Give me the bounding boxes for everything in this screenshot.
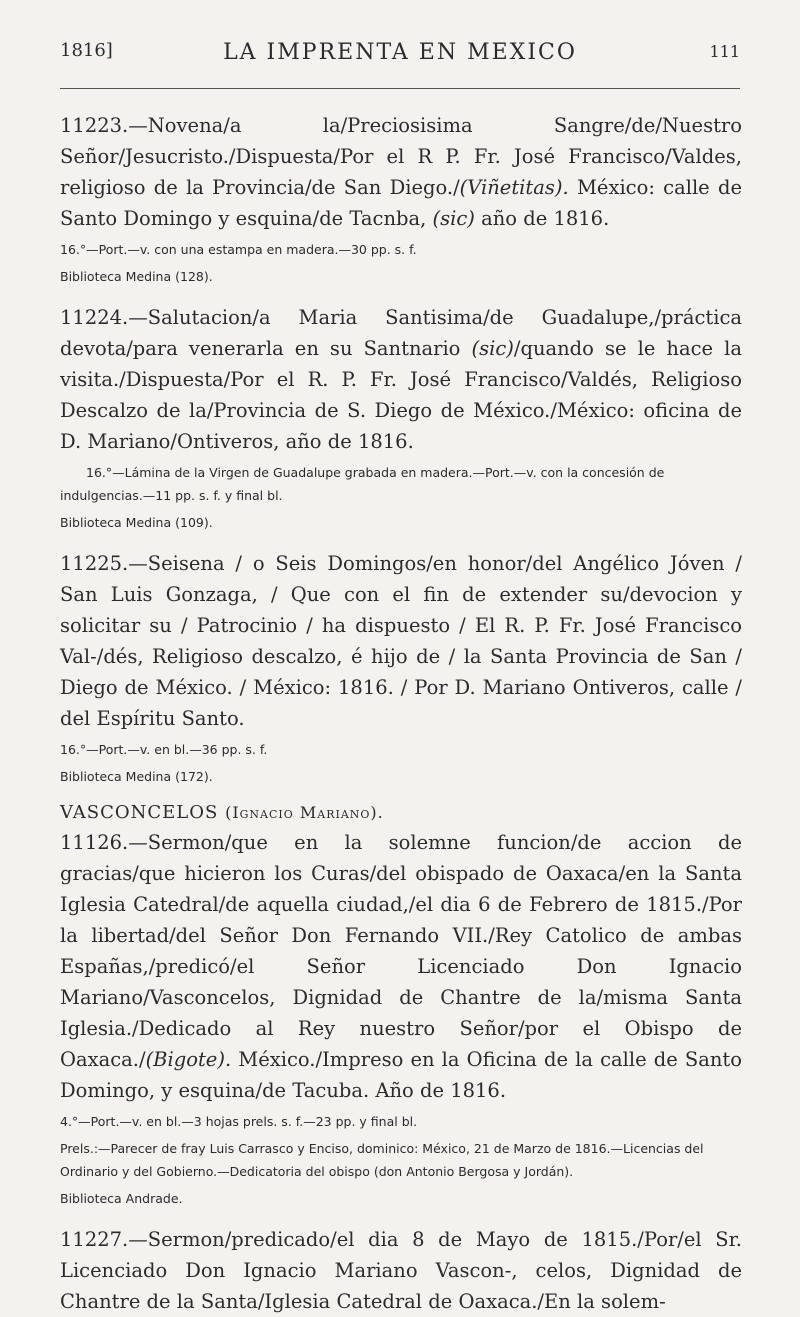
entry-note: 4.°—Port.—v. en bl.—3 hojas prels. s. f.—23 pp. y final bl. xyxy=(60,1114,418,1129)
entry-11225: 11225.—Seisena / o Seis Domingos/en honor/del Angélico Jóven / San Luis Gonzaga, / Que con el fin de extender su/devocion y solicitar su / Patrocinio / ha dispuesto / El R. P. Fr. José Francisco Val-/dés, Religioso descalzo, é hijo de / la Santa Provincia de San / Diego de México. / México: 1816. / Por D. Mariano Ontiveros, calle / del Espíritu Santo. xyxy=(60,552,742,730)
entry-ref: Biblioteca Andrade. xyxy=(60,1191,183,1206)
entry-11224: 11224.—Salutacion/a Maria Santisima/de Guadalupe,/práctica devota/para venerarla en su Santnario (sic)/quando se le hace la visita./Dispuesta/Por el R. P. Fr. José Francisco/Valdés, Religioso Descalzo de la/Provincia de S. Diego de México./México: oficina de D. Mariano/Ontiveros, año de 1816. xyxy=(60,306,742,453)
page-number: 111 xyxy=(709,42,740,61)
author-heading: VASCONCELOS (Ignacio Mariano). xyxy=(60,802,384,823)
page-header xyxy=(60,40,740,80)
entry-note: 16.°—Lámina de la Virgen de Guadalupe grabada en madera.—Port.—v. con la concesión de indulgencias.—11 pp. s. f. y final bl. xyxy=(60,465,665,503)
entry-ref: Biblioteca Medina (109). xyxy=(60,515,213,530)
running-year: 1816] xyxy=(60,40,113,61)
entry-11223: 11223.—Novena/a la/Preciosisima Sangre/de/Nuestro Señor/Jesucristo./Dispuesta/Por el R P. Fr. José Francisco/Valdes, religioso de la Provincia/de San Diego./(Viñetitas). México: calle de Santo Domingo y esquina/de Tacnba, (sic) año de 1816. xyxy=(60,114,742,230)
page-body xyxy=(60,110,742,1317)
header-rule xyxy=(60,88,740,89)
entry-ref: Biblioteca Medina (128). xyxy=(60,269,213,284)
entry-note: 16.°—Port.—v. en bl.—36 pp. s. f. xyxy=(60,742,268,757)
running-title: LA IMPRENTA EN MEXICO xyxy=(223,40,577,65)
entry-ref: Biblioteca Medina (172). xyxy=(60,769,213,784)
entry-11126: 11126.—Sermon/que en la solemne funcion/de accion de gracias/que hicieron los Curas/del obispado de Oaxaca/en la Santa Iglesia Catedral/de aquella ciudad,/el dia 6 de Febrero de 1815./Por la libertad/del Señor Don Fernando VII./Rey Catolico de ambas Españas,/predicó/el Señor Licenciado Don Ignacio Mariano/Vasconcelos, Dignidad de Chantre de la/misma Santa Iglesia./Dedicado al Rey nuestro Señor/por el Obispo de Oaxaca./(Bigote). México./Impreso en la Oficina de la calle de Santo Domingo, y esquina/de Tacuba. Año de 1816. xyxy=(60,831,742,1102)
entry-11227: 11227.—Sermon/predicado/el dia 8 de Mayo de 1815./Por/el Sr. Licenciado Don Ignacio Mariano Vascon-, celos, Dignidad de Chantre de la Santa/Iglesia Catedral de Oaxaca./En la solem- xyxy=(60,1228,742,1313)
entry-prels-note: Prels.:—Parecer de fray Luis Carrasco y Enciso, dominico: México, 21 de Marzo de 1816.—Licencias del Ordinario y del Gobierno.—Dedicatoria del obispo (don Antonio Bergosa y Jordán). xyxy=(60,1141,704,1179)
entry-note: 16.°—Port.—v. con una estampa en madera.—30 pp. s. f. xyxy=(60,242,417,257)
